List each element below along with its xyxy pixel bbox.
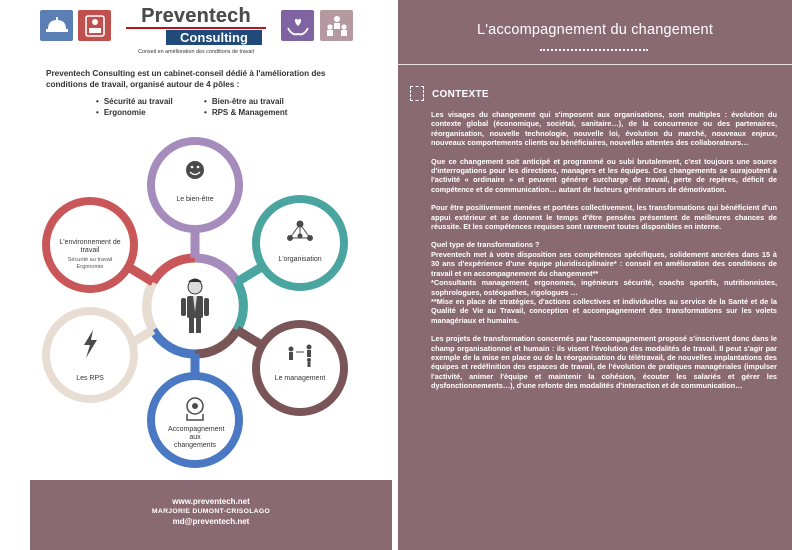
- node-label-environnement-sub: Sécurité au travail Ergonomie: [67, 257, 113, 270]
- logo-bar: [126, 27, 266, 29]
- website-link[interactable]: www.preventech.net: [172, 497, 250, 506]
- paragraph: Preventech met à votre disposition ses compétences spécifiques, solidement ancrées dans 15 à 30 ans d'expérience d'une équipe pluridisciplinaire* : conseil en amélioration des conditions de travail et en accompagnement du changement**: [431, 249, 777, 278]
- poles-left-list: [96, 96, 173, 118]
- email-link[interactable]: md@preventech.net: [172, 517, 250, 526]
- paragraph: *Consultants management, ergonomes, ingénieurs sécurité, coachs sportifs, nutritionnistes, sophrologues, ostéopathes, rigologues …: [431, 278, 777, 297]
- ring-segment-organisation: [237, 282, 243, 330]
- node-bienetre-circle: [151, 141, 239, 229]
- paragraph: Les projets de transformation concernés par l'accompagnement proposé s'inscrivent donc dans le champ organisationnel et humain : ils visent l'évolution des modalités de travail. Il peut s'agir par exemple de la mise en place ou de la réorganisation du télétravail, de nouvelles implantations des équipes et redéfinition des espaces de travail, de l'évolution de pratiques managériales (impulser l'activité, animer l'équipe et maintenir la cohésion, écouter les salariés et gérer les dysfonctionnements…), d'une refonte des modalités d'interaction et de communication…: [431, 334, 777, 391]
- contact-name: MARJORIE DUMONT-CRISOLAGO: [151, 508, 271, 515]
- care-hands-icon: [281, 10, 314, 41]
- node-label-environnement-title: L'environnement de travail: [59, 239, 121, 254]
- paragraph: Que ce changement soit anticipé et programmé ou subi brutalement, c'est toujours une source d'interrogations pour les directions, managers et les équipes. Ces changements se surajoutent à l'activité « ordinaire » et peuvent générer surcharge de travail, perte de repères, déficit de compétence et de communication… autant de facteurs générateurs de démotivation.: [431, 156, 777, 194]
- node-label-management: Le management: [274, 375, 326, 382]
- ring-segment-bienetre: [195, 258, 237, 282]
- node-label-organisation: L'organisation: [278, 256, 322, 263]
- ring-segment-accompagnement: [153, 330, 195, 354]
- consultant-figure-icon: [181, 279, 209, 334]
- title-dotted-divider: [540, 49, 648, 51]
- node-label-environnement: [56, 239, 124, 271]
- paragraph: **Mise en place de stratégies, d'actions collectives et individuelles au service de la Santé et de la Qualité de Vie au Travail, conception et accompagnement des transformations sur les volets managériaux et humains.: [431, 296, 777, 325]
- title-divider-line: [398, 64, 792, 65]
- pole-item: • Ergonomie: [96, 107, 173, 118]
- question-heading: Quel type de transformations ?: [431, 240, 540, 250]
- team-icon: [320, 10, 353, 41]
- logo-tagline: Conseil en amélioration des conditions de travail: [138, 49, 254, 55]
- logo-line2: Consulting: [166, 30, 262, 45]
- intro-text: Preventech Consulting est un cabinet-conseil dédié à l'amélioration des conditions de travail, organisé autour de 4 pôles :: [46, 69, 326, 89]
- body-text: [431, 110, 777, 400]
- section-title: CONTEXTE: [432, 89, 489, 100]
- section-marker-icon: [410, 86, 424, 101]
- pole-item: • Bien-être au travail: [204, 96, 287, 107]
- pole-item: • RPS & Management: [204, 107, 287, 118]
- contact-footer: [30, 480, 392, 550]
- paragraph: Pour être positivement menées et portées collectivement, les transformations qui bénéficient d'un appui extérieur et se donnent le temps d'être pensées présentent de meilleures chances de réussite. Et les compétences requises sont rarement toutes disponibles en interne.: [431, 203, 777, 232]
- ring-segment-environnement: [153, 258, 195, 282]
- node-label-bienetre: Le bien-être: [176, 196, 214, 203]
- logo-line1: Preventech: [141, 5, 251, 27]
- worker-helmet-icon: [40, 10, 73, 41]
- ring-segment-management: [195, 330, 237, 354]
- node-rps-circle: [46, 311, 134, 399]
- node-label-accompagnement: Accompagnement aux changements: [168, 426, 225, 449]
- page-title: L'accompagnement du changement: [476, 22, 714, 38]
- ring-segment-rps: [147, 282, 153, 330]
- node-label-rps: Les RPS: [76, 375, 104, 382]
- brochure-right-page: [398, 0, 792, 550]
- node-organisation-circle: [256, 199, 344, 287]
- smiley-icon: [186, 161, 204, 179]
- company-logo: [122, 6, 270, 55]
- paragraph: Les visages du changement qui s'imposent aux organisations, sont multiples : évolution du contexte global (économique, sociétal, sanitaire…), de la concurrence ou des partenaires, réorganisation, nouvelle technologie, nouvelle loi, évolution du marché, nouveaux enjeux, nouveaux comportements clients ou bénéficiaires, nouvelles attentes des collaborateurs…: [431, 110, 777, 148]
- pole-item: • Sécurité au travail: [96, 96, 173, 107]
- medical-kit-icon: [78, 10, 111, 41]
- node-management-circle: [256, 324, 344, 412]
- poles-right-list: [204, 96, 287, 118]
